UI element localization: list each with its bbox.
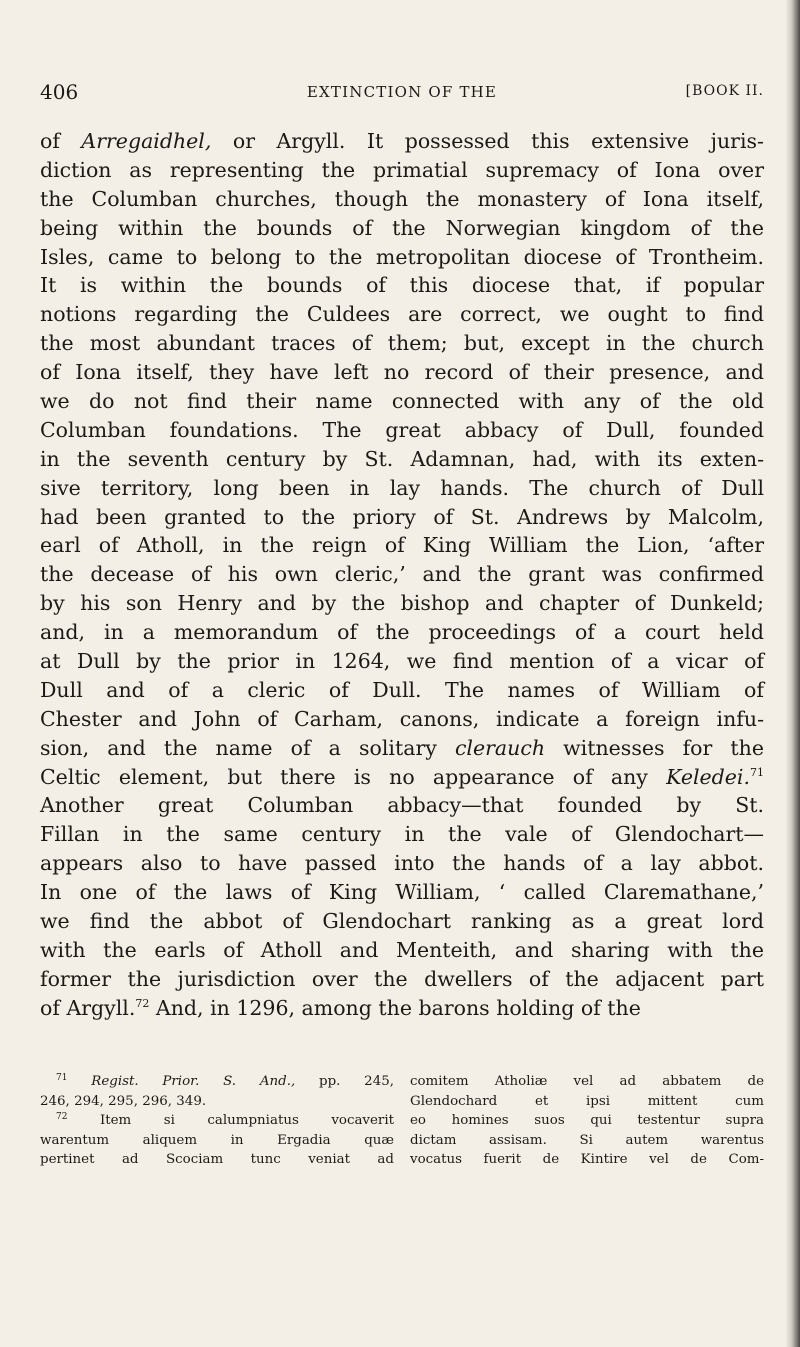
- text-run: eo homines suos qui testentur supra: [410, 1113, 764, 1129]
- text-line: [410, 1131, 764, 1151]
- italic-text: Regist. Prior. S. And.,: [91, 1074, 296, 1089]
- text-line: [40, 647, 764, 676]
- text-line: [410, 1092, 764, 1112]
- footnotes-left-column: [40, 1072, 394, 1170]
- text-line: [410, 1111, 764, 1131]
- text-run: the decease of his own cleric,’ and the grant was confirmed: [40, 562, 764, 587]
- text-run: appears also to have passed into the hands of a lay abbot.: [40, 851, 764, 876]
- text-run: Celtic element, but there is no appearance of any: [40, 764, 667, 789]
- text-run: former the jurisdiction over the dwellers of the adjacent part: [40, 966, 764, 991]
- italic-text: Keledei.: [666, 764, 750, 789]
- text-run: And, in 1296, among the barons holding of the: [149, 995, 641, 1020]
- text-line: [40, 1072, 394, 1092]
- text-line: [40, 1111, 394, 1131]
- text-run: 246, 294, 295, 296, 349.: [40, 1093, 207, 1109]
- italic-text: clerauch: [454, 735, 546, 760]
- text-run: of: [40, 129, 82, 153]
- text-line: [40, 618, 764, 647]
- text-run: or Argyll. It possessed this extensive juris-: [211, 129, 764, 153]
- text-line: [40, 445, 764, 474]
- text-run: we find the abbot of Glendochart ranking as a great lord: [40, 909, 764, 934]
- text-line: [40, 734, 764, 763]
- running-header: [40, 80, 764, 110]
- footnotes: [40, 1072, 764, 1170]
- running-title: EXTINCTION OF THE: [306, 83, 498, 101]
- text-line: [40, 994, 764, 1023]
- text-line: [40, 271, 764, 300]
- text-run: earl of Atholl, in the reign of King William the Lion, ‘after: [40, 533, 764, 558]
- text-run: had been granted to the priory of St. Andrews by Malcolm,: [40, 504, 764, 529]
- text-run: we do not find their name connected with any of the old: [40, 389, 764, 414]
- text-run: of Iona itself, they have left no record of their presence, and: [40, 360, 764, 385]
- text-line: [40, 185, 764, 214]
- text-line: [40, 531, 764, 560]
- footnotes-right-column: [410, 1072, 764, 1170]
- footnote-ref: 72: [56, 1112, 68, 1123]
- footnote-ref: 71: [750, 765, 764, 779]
- text-run: of Argyll.: [40, 995, 136, 1020]
- text-line: [40, 878, 764, 907]
- text-run: in the seventh century by St. Adamnan, had, with its exten-: [40, 446, 764, 471]
- text-run: Fillan in the same century in the vale of Glendochart—: [40, 822, 764, 847]
- text-run: Isles, came to belong to the metropolitan diocese of Trontheim.: [40, 244, 764, 269]
- text-run: In one of the laws of King William, ‘ called Claremathane,’: [40, 880, 764, 905]
- text-line: [40, 156, 764, 185]
- text-run: witnesses for the: [545, 735, 764, 760]
- text-run: [67, 1074, 91, 1089]
- text-line: [40, 300, 764, 329]
- text-line: [40, 936, 764, 965]
- page-number: 406: [40, 80, 79, 104]
- book-marker: [BOOK II.: [685, 83, 764, 99]
- text-run: the most abundant traces of them; but, except in the church: [40, 331, 764, 356]
- text-line: [40, 791, 764, 820]
- footnote-ref: 72: [135, 996, 150, 1010]
- text-run: notions regarding the Culdees are correct, we ought to find: [40, 302, 764, 327]
- text-run: Glendochard et ipsi mittent cum: [410, 1093, 764, 1109]
- text-line: [40, 358, 764, 387]
- text-line: [410, 1072, 764, 1092]
- page-edge-shadow: [786, 0, 800, 1347]
- main-text: [40, 127, 764, 1023]
- text-line: [40, 589, 764, 618]
- text-run: comitem Atholiæ vel ad abbatem de: [410, 1074, 764, 1089]
- text-line: [40, 1150, 394, 1170]
- text-line: [40, 560, 764, 589]
- text-run: sion, and the name of a solitary: [40, 735, 455, 760]
- text-line: [40, 849, 764, 878]
- text-run: It is within the bounds of this diocese that, if popular: [40, 273, 764, 298]
- text-run: with the earls of Atholl and Menteith, and sharing with the: [40, 937, 764, 962]
- text-run: pp. 245,: [295, 1074, 394, 1089]
- text-line: [40, 1131, 394, 1151]
- text-line: [40, 214, 764, 243]
- text-run: Chester and John of Carham, canons, indicate a foreign infu-: [40, 706, 764, 731]
- text-line: [40, 907, 764, 936]
- text-run: being within the bounds of the Norwegian kingdom of the: [40, 215, 764, 240]
- text-line: [40, 243, 764, 272]
- text-run: Columban foundations. The great abbacy of Dull, founded: [40, 417, 764, 442]
- text-run: Item si calumpniatus vocaverit: [67, 1113, 394, 1129]
- text-line: [40, 474, 764, 503]
- footnote-ref: 71: [56, 1073, 68, 1083]
- text-line: [410, 1150, 764, 1170]
- text-line: [40, 127, 764, 156]
- text-run: and, in a memorandum of the proceedings of a court held: [40, 620, 764, 645]
- text-line: [40, 676, 764, 705]
- text-line: [40, 820, 764, 849]
- text-run: diction as representing the primatial supremacy of Iona over: [40, 157, 764, 182]
- text-run: pertinet ad Scociam tunc veniat ad: [40, 1152, 394, 1168]
- text-run: vocatus fuerit de Kintire vel de Com-: [410, 1152, 764, 1168]
- text-line: [40, 965, 764, 994]
- text-line: [40, 763, 764, 792]
- text-run: at Dull by the prior in 1264, we find mention of a vicar of: [40, 649, 764, 674]
- text-line: [40, 503, 764, 532]
- italic-text: Arregaidhel,: [81, 129, 212, 153]
- text-line: [40, 1092, 394, 1112]
- text-run: by his son Henry and by the bishop and chapter of Dunkeld;: [40, 591, 764, 616]
- text-line: [40, 705, 764, 734]
- text-run: the Columban churches, though the monastery of Iona itself,: [40, 186, 764, 211]
- text-line: [40, 416, 764, 445]
- text-line: [40, 387, 764, 416]
- text-run: Another great Columban abbacy—that founded by St.: [40, 793, 764, 818]
- text-run: sive territory, long been in lay hands. The church of Dull: [40, 475, 764, 500]
- text-run: warentum aliquem in Ergadia quæ: [40, 1132, 394, 1148]
- text-run: dictam assisam. Si autem warentus: [410, 1132, 764, 1148]
- text-line: [40, 329, 764, 358]
- text-run: Dull and of a cleric of Dull. The names of William of: [40, 677, 764, 702]
